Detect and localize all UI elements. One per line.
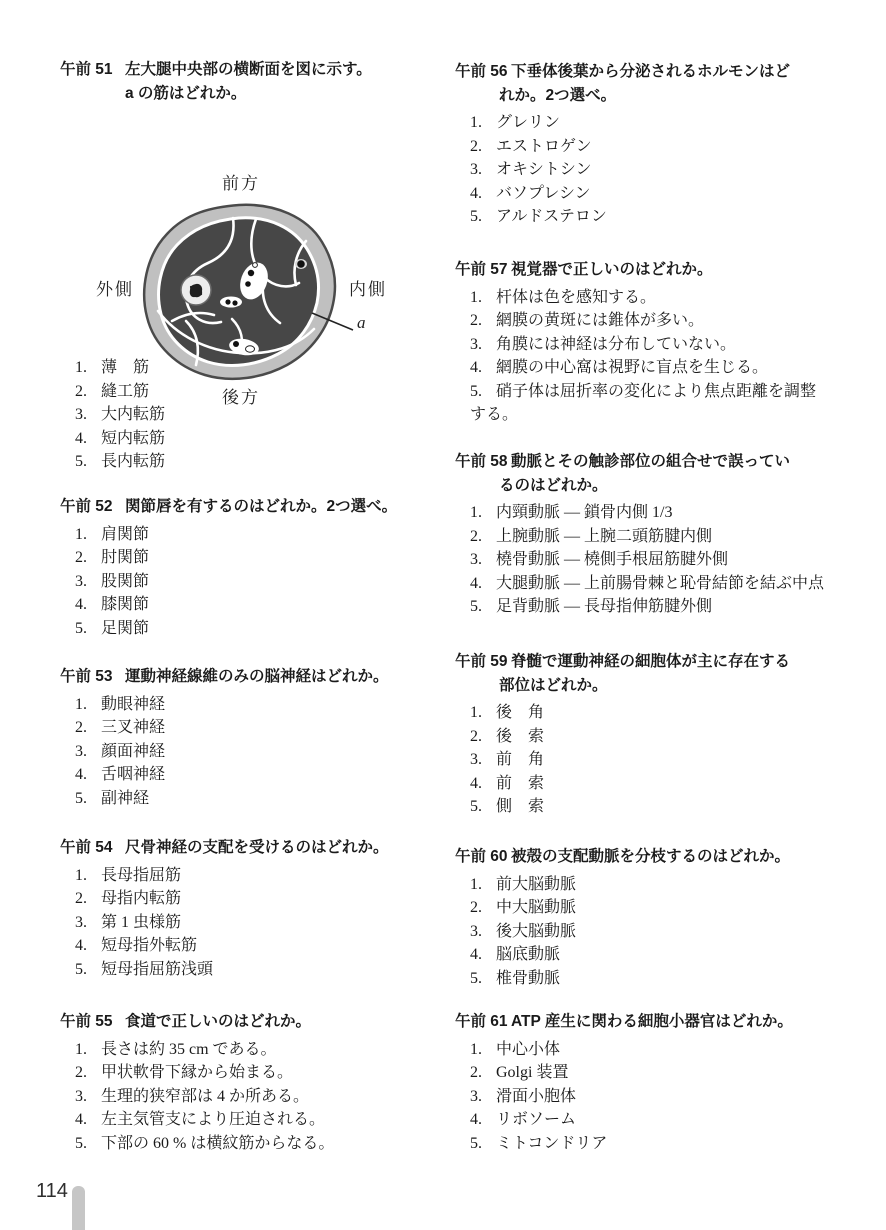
figure-label-lateral: 外側: [96, 280, 134, 299]
answer-option: [60, 958, 455, 982]
answer-option: [455, 309, 880, 333]
option-number: 4.: [470, 946, 482, 963]
question-stem: [511, 258, 713, 282]
option-number: 1.: [470, 875, 482, 893]
option-number: 4.: [470, 774, 482, 792]
option-number: 2.: [470, 727, 482, 745]
option-number: 2.: [75, 890, 87, 907]
question-options: [455, 111, 880, 229]
option-text: オキシトシン: [496, 161, 592, 178]
option-text: 前 角: [496, 751, 545, 768]
option-text: 後 角: [496, 704, 545, 721]
answer-option: [60, 1108, 455, 1132]
question-am56: [455, 60, 880, 229]
option-text: 脳底動脈: [496, 946, 561, 963]
answer-option: [455, 1038, 880, 1062]
question-header: [455, 845, 880, 869]
answer-option: [60, 1085, 455, 1109]
question-number: 午前 56: [455, 63, 508, 80]
option-text: 杆体は色を感知する。: [496, 288, 657, 306]
question-stem-line: 脊髄で運動神経の細胞体が主に存在する: [511, 653, 791, 670]
question-stem: [125, 665, 389, 689]
option-number: 5.: [470, 382, 482, 400]
question-options: [60, 523, 455, 641]
option-text: 第 1 虫様筋: [101, 913, 182, 931]
option-number: 3.: [75, 572, 87, 590]
option-text: 側 索: [496, 798, 545, 815]
answer-option: [455, 795, 880, 819]
option-text: 大腿動脈 ― 上前腸骨棘と恥骨結節を結ぶ中点: [496, 574, 825, 592]
answer-option: [455, 286, 880, 310]
question-options: [455, 1038, 880, 1156]
option-number: 2.: [470, 1064, 482, 1081]
question-am61: [455, 1010, 880, 1155]
answer-option: [455, 873, 880, 897]
answer-option: [60, 934, 455, 958]
option-text: 長母指屈筋: [101, 866, 182, 884]
option-text-continuation: する。: [470, 406, 519, 423]
answer-option: [455, 920, 880, 944]
option-text: 下部の 60 % は横紋筋からなる。: [101, 1134, 335, 1152]
answer-option: [455, 595, 880, 619]
option-number: 4.: [470, 1111, 482, 1128]
answer-option: [455, 701, 880, 725]
option-text: 網膜の中心窩は視野に盲点を生じる。: [496, 359, 769, 376]
option-number: 3.: [470, 161, 482, 178]
question-am51: [60, 58, 455, 474]
option-number: 2.: [75, 382, 87, 400]
answer-option: [60, 864, 455, 888]
question-stem: [499, 60, 791, 107]
option-text: 橈骨動脈 ― 橈側手根屈筋腱外側: [496, 551, 729, 568]
answer-option: [455, 205, 880, 229]
question-stem-line: 尺骨神経の支配を受けるのはどれか。: [125, 839, 389, 856]
question-stem-line: 動脈とその触診部位の組合せで誤ってい: [511, 453, 791, 470]
answer-option: [455, 111, 880, 135]
option-text: 縫工筋: [101, 382, 150, 400]
option-number: 1.: [470, 114, 482, 131]
option-number: 1.: [75, 525, 87, 543]
option-text: 足関節: [101, 619, 150, 637]
question-header: [60, 836, 455, 860]
option-text: 短母指外転筋: [101, 937, 198, 954]
option-number: 5.: [470, 208, 482, 225]
answer-option: [60, 693, 455, 717]
option-number: 4.: [75, 766, 87, 783]
option-number: 2.: [75, 1064, 87, 1081]
option-number: 4.: [75, 596, 87, 613]
option-number: 3.: [75, 742, 87, 760]
question-header: [455, 258, 880, 282]
option-text: 三叉神経: [101, 719, 166, 736]
answer-option: [60, 427, 455, 451]
question-am54: [60, 836, 455, 981]
question-stem-line: 食道で正しいのはどれか。: [125, 1013, 312, 1030]
page-number: 114: [36, 1180, 68, 1202]
option-number: 4.: [75, 1111, 87, 1128]
question-am59: [455, 650, 880, 819]
option-number: 2.: [470, 899, 482, 916]
option-text: 後大脳動脈: [496, 922, 577, 940]
option-text: 左主気管支により圧迫される。: [101, 1111, 326, 1128]
option-number: 5.: [470, 1134, 482, 1152]
option-number: 4.: [470, 359, 482, 376]
option-number: 5.: [75, 960, 87, 978]
option-number: 5.: [470, 969, 482, 987]
answer-option: [60, 1132, 455, 1156]
question-options: [455, 701, 880, 819]
question-options: [455, 286, 880, 427]
question-stem-line: 部位はどれか。: [499, 676, 608, 694]
option-text: 滑面小胞体: [496, 1087, 577, 1105]
option-text: 硝子体は屈折率の変化により焦点距離を調整: [496, 382, 817, 400]
option-text: 顔面神経: [101, 742, 166, 760]
answer-option: [455, 943, 880, 967]
question-number: 午前 54: [60, 839, 113, 856]
answer-option: [60, 593, 455, 617]
question-am55: [60, 1010, 455, 1155]
option-text: リボソーム: [496, 1111, 577, 1128]
cross-section-illustration: [140, 203, 362, 385]
option-number: 5.: [75, 619, 87, 637]
question-header: [455, 1010, 880, 1034]
question-stem-line: 被殻の支配動脈を分枝するのはどれか。: [511, 848, 791, 865]
question-header: [455, 650, 880, 697]
option-text: 副神経: [101, 789, 150, 807]
answer-option: [455, 725, 880, 749]
question-stem: [499, 650, 791, 697]
answer-option: [60, 740, 455, 764]
question-header: [455, 60, 880, 107]
option-number: 5.: [75, 1134, 87, 1152]
option-number: 3.: [75, 913, 87, 931]
answer-option: [455, 501, 880, 525]
option-text: 前大脳動脈: [496, 875, 577, 893]
option-number: 4.: [75, 429, 87, 447]
option-number: 4.: [75, 937, 87, 954]
option-text: 大内転筋: [101, 406, 166, 423]
answer-option: [60, 450, 455, 474]
question-options: [60, 864, 455, 982]
option-text: グレリン: [496, 114, 561, 131]
question-am60: [455, 845, 880, 990]
right-column: [455, 0, 880, 1230]
option-number: 4.: [470, 574, 482, 592]
option-number: 5.: [470, 598, 482, 615]
option-number: 2.: [470, 137, 482, 155]
option-text: 生理的狭窄部は 4 か所ある。: [101, 1087, 310, 1105]
option-text: 短母指屈筋浅頭: [101, 960, 214, 978]
figure-pointer-label-a: a: [357, 313, 366, 332]
option-number: 1.: [470, 504, 482, 521]
question-stem: [125, 1010, 311, 1034]
answer-option: [455, 967, 880, 991]
answer-option: [455, 333, 880, 357]
option-text: 網膜の黄斑には錐体が多い。: [496, 312, 705, 329]
answer-option: [60, 617, 455, 641]
question-am57: [455, 258, 880, 427]
option-number: 1.: [470, 1040, 482, 1058]
answer-option: [60, 887, 455, 911]
option-number: 3.: [470, 922, 482, 940]
answer-option: [455, 1085, 880, 1109]
option-text: Golgi 装置: [496, 1064, 569, 1081]
figure-label-medial: 内側: [349, 280, 387, 299]
question-am52: [60, 495, 455, 640]
option-text: 椎骨動脈: [496, 969, 561, 987]
question-stem: [125, 495, 397, 519]
question-number: 午前 53: [60, 668, 113, 685]
option-text: 甲状軟骨下縁から始まる。: [101, 1064, 294, 1081]
page-edge-tab: [72, 1186, 85, 1230]
option-number: 2.: [470, 312, 482, 329]
answer-option: [60, 911, 455, 935]
option-number: 2.: [75, 719, 87, 736]
question-number: 午前 59: [455, 653, 508, 670]
option-text: 動眼神経: [101, 695, 166, 713]
option-text: 角膜には神経は分布していない。: [496, 335, 737, 353]
option-number: 3.: [470, 551, 482, 568]
option-text: 前 索: [496, 774, 545, 792]
question-stem: [499, 450, 791, 497]
answer-option: [455, 748, 880, 772]
question-stem-line: 下垂体後葉から分泌されるホルモンはど: [511, 63, 791, 80]
answer-option: [455, 896, 880, 920]
option-text: 長さは約 35 cm である。: [101, 1040, 277, 1058]
question-header: [60, 665, 455, 689]
answer-option: [455, 772, 880, 796]
option-number: 1.: [470, 704, 482, 721]
option-text: 母指内転筋: [101, 890, 182, 907]
option-text: アルドステロン: [496, 208, 607, 225]
option-text: 膝関節: [101, 596, 150, 613]
question-am58: [455, 450, 880, 619]
option-text: 足背動脈 ― 長母指伸筋腱外側: [496, 598, 713, 615]
option-text: 長内転筋: [101, 453, 166, 470]
answer-option: [60, 523, 455, 547]
answer-option: [60, 1061, 455, 1085]
figure-label-anterior: 前方: [222, 174, 260, 193]
question-number: 午前 57: [455, 261, 508, 278]
option-text: 中心小体: [496, 1040, 561, 1058]
option-number: 3.: [470, 1087, 482, 1105]
answer-option: [455, 548, 880, 572]
question-header: [60, 495, 455, 519]
question-stem-line: a の筋はどれか。: [125, 84, 247, 102]
option-number: 3.: [470, 751, 482, 768]
option-number: 1.: [75, 1040, 87, 1058]
question-am53: [60, 665, 455, 810]
answer-option: [60, 763, 455, 787]
option-text: バソプレシン: [496, 184, 591, 202]
question-number: 午前 61: [455, 1013, 508, 1030]
answer-option: [455, 1132, 880, 1156]
option-number: 3.: [75, 406, 87, 423]
question-stem-line: ATP 産生に関わる細胞小器官はどれか。: [511, 1013, 793, 1030]
answer-option: [455, 1061, 880, 1085]
question-stem-line: 左大腿中央部の横断面を図に示す。: [125, 61, 372, 78]
answer-option: [455, 356, 880, 380]
thigh-cross-section-figure: [60, 163, 455, 410]
question-stem-line: れか。2つ選べ。: [499, 86, 617, 104]
question-stem-line: るのはどれか。: [499, 476, 608, 494]
option-number: 2.: [470, 527, 482, 545]
question-stem-line: 視覚器で正しいのはどれか。: [511, 261, 713, 278]
question-stem: [125, 58, 372, 105]
question-options: [60, 1038, 455, 1156]
answer-option: [455, 182, 880, 206]
option-text: 肩関節: [101, 525, 150, 543]
option-number: 1.: [470, 288, 482, 306]
option-number: 4.: [470, 184, 482, 202]
answer-option: [455, 572, 880, 596]
option-number: 5.: [75, 453, 87, 470]
answer-option: [60, 787, 455, 811]
option-text: 内頸動脈 ― 鎖骨内側 1/3: [496, 504, 673, 521]
answer-option: [455, 525, 880, 549]
question-stem-line: 関節唇を有するのはどれか。2つ選べ。: [125, 498, 398, 515]
question-header: [60, 1010, 455, 1034]
option-number: 1.: [75, 359, 87, 376]
option-number: 1.: [75, 695, 87, 713]
question-number: 午前 52: [60, 498, 113, 515]
answer-option: [455, 158, 880, 182]
answer-option: [455, 135, 880, 159]
option-number: 5.: [75, 789, 87, 807]
option-text: 上腕動脈 ― 上腕二頭筋腱内側: [496, 527, 713, 545]
option-text: 後 索: [496, 727, 545, 745]
answer-option: [455, 380, 880, 404]
option-number: 5.: [470, 798, 482, 815]
answer-option: [60, 546, 455, 570]
left-column: [60, 0, 455, 1230]
question-number: 午前 55: [60, 1013, 113, 1030]
option-text: 股関節: [101, 572, 150, 590]
question-number: 午前 51: [60, 61, 113, 78]
question-options: [60, 693, 455, 811]
figure-label-posterior: 後方: [222, 388, 260, 407]
question-stem-line: 運動神経線維のみの脳神経はどれか。: [125, 668, 389, 685]
answer-option: [60, 570, 455, 594]
answer-option: [455, 1108, 880, 1132]
option-text: ミトコンドリア: [496, 1134, 608, 1152]
option-text: 舌咽神経: [101, 766, 166, 783]
option-text: エストロゲン: [496, 137, 592, 155]
option-number: 3.: [470, 335, 482, 353]
question-stem: [511, 1010, 793, 1034]
option-text: 中大脳動脈: [496, 899, 577, 916]
answer-option: [60, 716, 455, 740]
question-options: [455, 873, 880, 991]
option-number: 3.: [75, 1087, 87, 1105]
option-number: 2.: [75, 549, 87, 566]
question-options: [455, 501, 880, 619]
question-header: [60, 58, 455, 105]
question-number: 午前 58: [455, 453, 508, 470]
question-header: [455, 450, 880, 497]
option-text: 短内転筋: [101, 429, 166, 447]
question-stem: [511, 845, 790, 869]
question-stem: [125, 836, 389, 860]
question-number: 午前 60: [455, 848, 508, 865]
option-text: 肘関節: [101, 549, 150, 566]
option-number: 1.: [75, 866, 87, 884]
answer-option: [60, 1038, 455, 1062]
option-text: 薄 筋: [101, 359, 150, 376]
